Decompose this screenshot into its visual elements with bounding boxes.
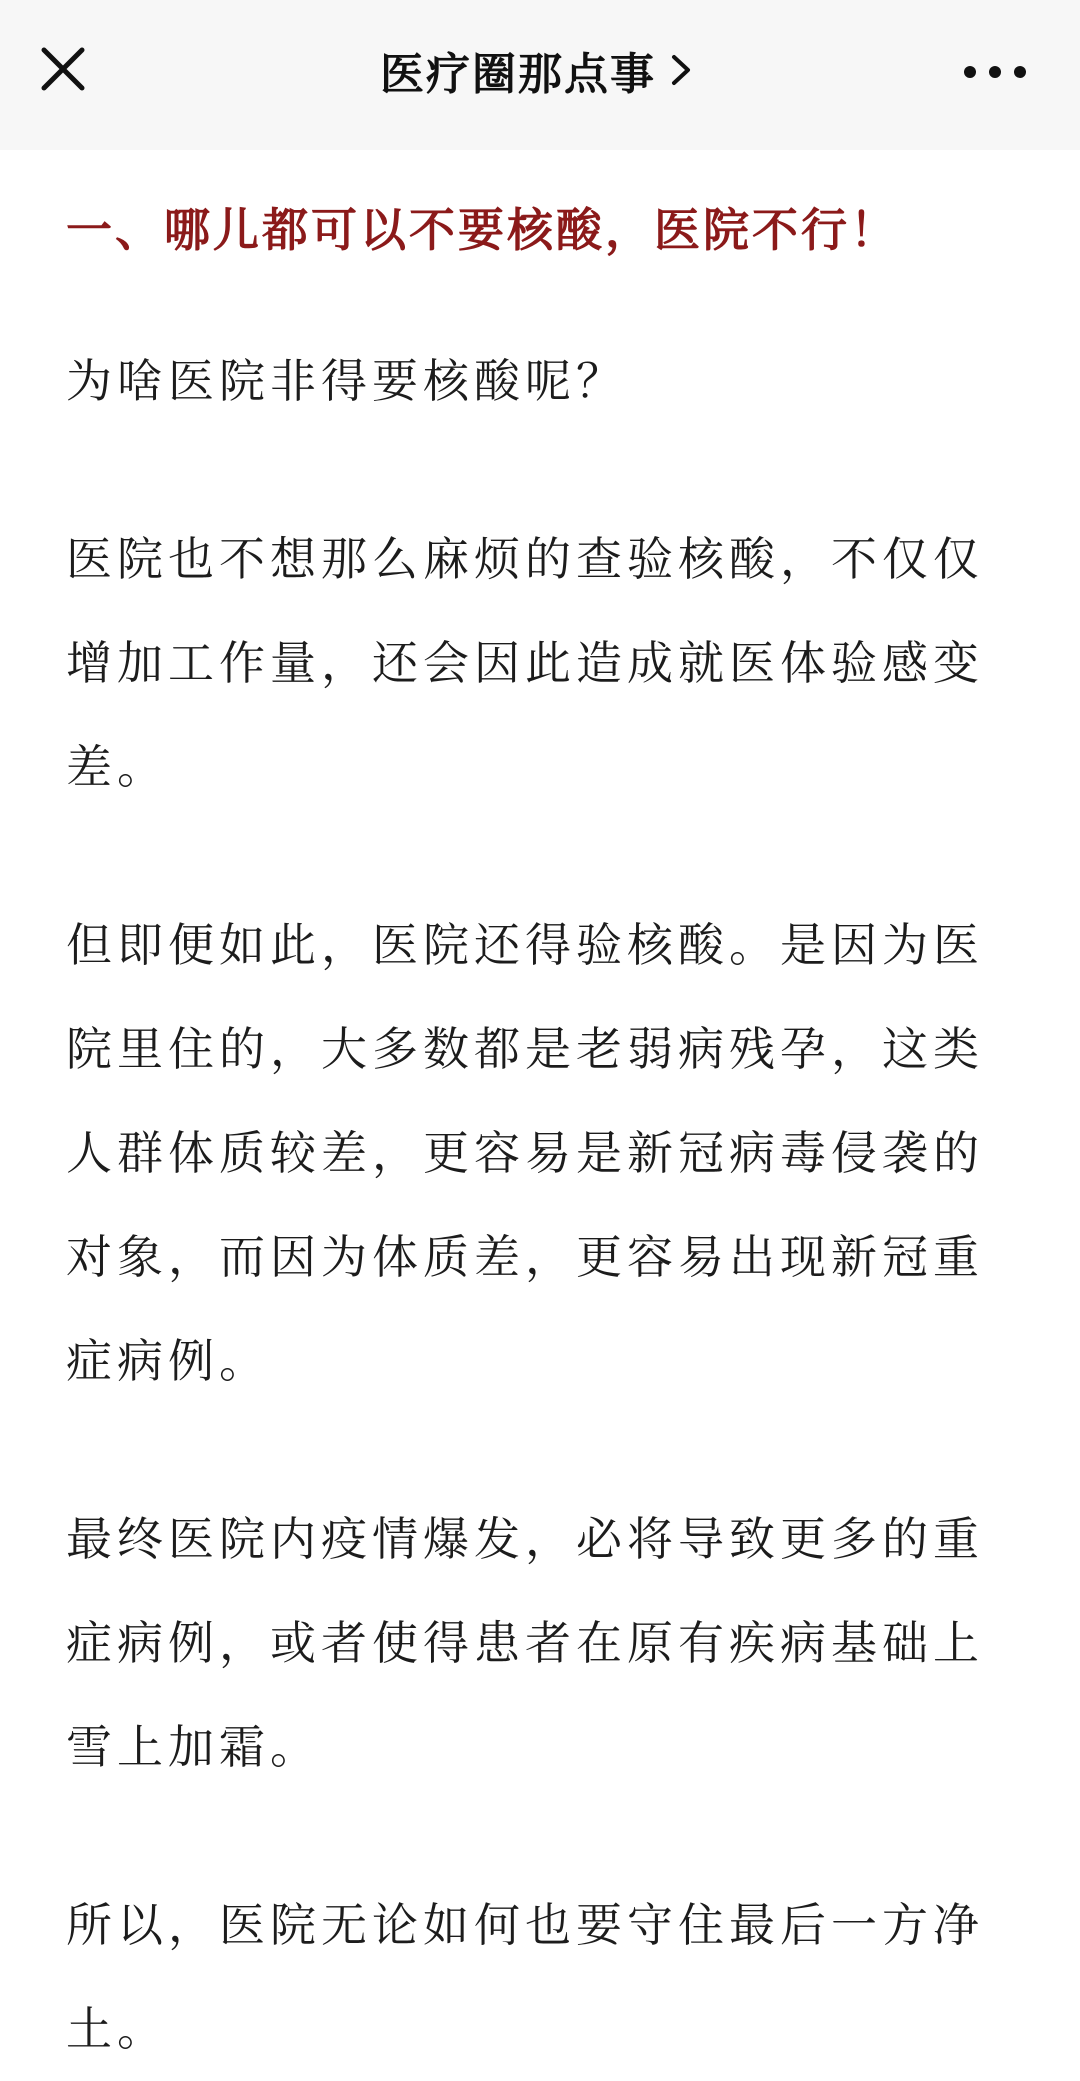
close-icon	[30, 36, 96, 102]
paragraph-hospital-burden: 医院也不想那么麻烦的查验核酸，不仅仅增加工作量，还会因此造成就医体验感变差。	[66, 532, 984, 794]
more-horizontal-icon	[960, 52, 1030, 92]
top-navigation-bar	[0, 0, 1080, 150]
paragraph-conclusion: 所以，医院无论如何也要守住最后一方净土。	[66, 1898, 984, 2056]
paragraph-question: 为啥医院非得要核酸呢？	[66, 354, 627, 408]
close-button[interactable]	[30, 36, 96, 102]
paragraph-reason: 但即便如此，医院还得验核酸。是因为医院里住的，大多数都是老弱病残孕，这类人群体质较差，更容易是新冠病毒侵袭的对象，而因为体质差，更容易出现新冠重症病例。	[66, 918, 984, 1388]
section-heading: 一、哪儿都可以不要核酸，医院不行！	[66, 203, 899, 257]
chevron-right-icon	[670, 53, 692, 87]
paragraph-outbreak: 最终医院内疫情爆发，必将导致更多的重症病例，或者使得患者在原有疾病基础上雪上加霜。	[66, 1512, 984, 1774]
more-options-button[interactable]	[960, 52, 1030, 92]
account-name: 医疗圈那点事	[380, 49, 656, 100]
account-title-link[interactable]	[380, 40, 692, 100]
article-body	[66, 150, 1026, 2081]
